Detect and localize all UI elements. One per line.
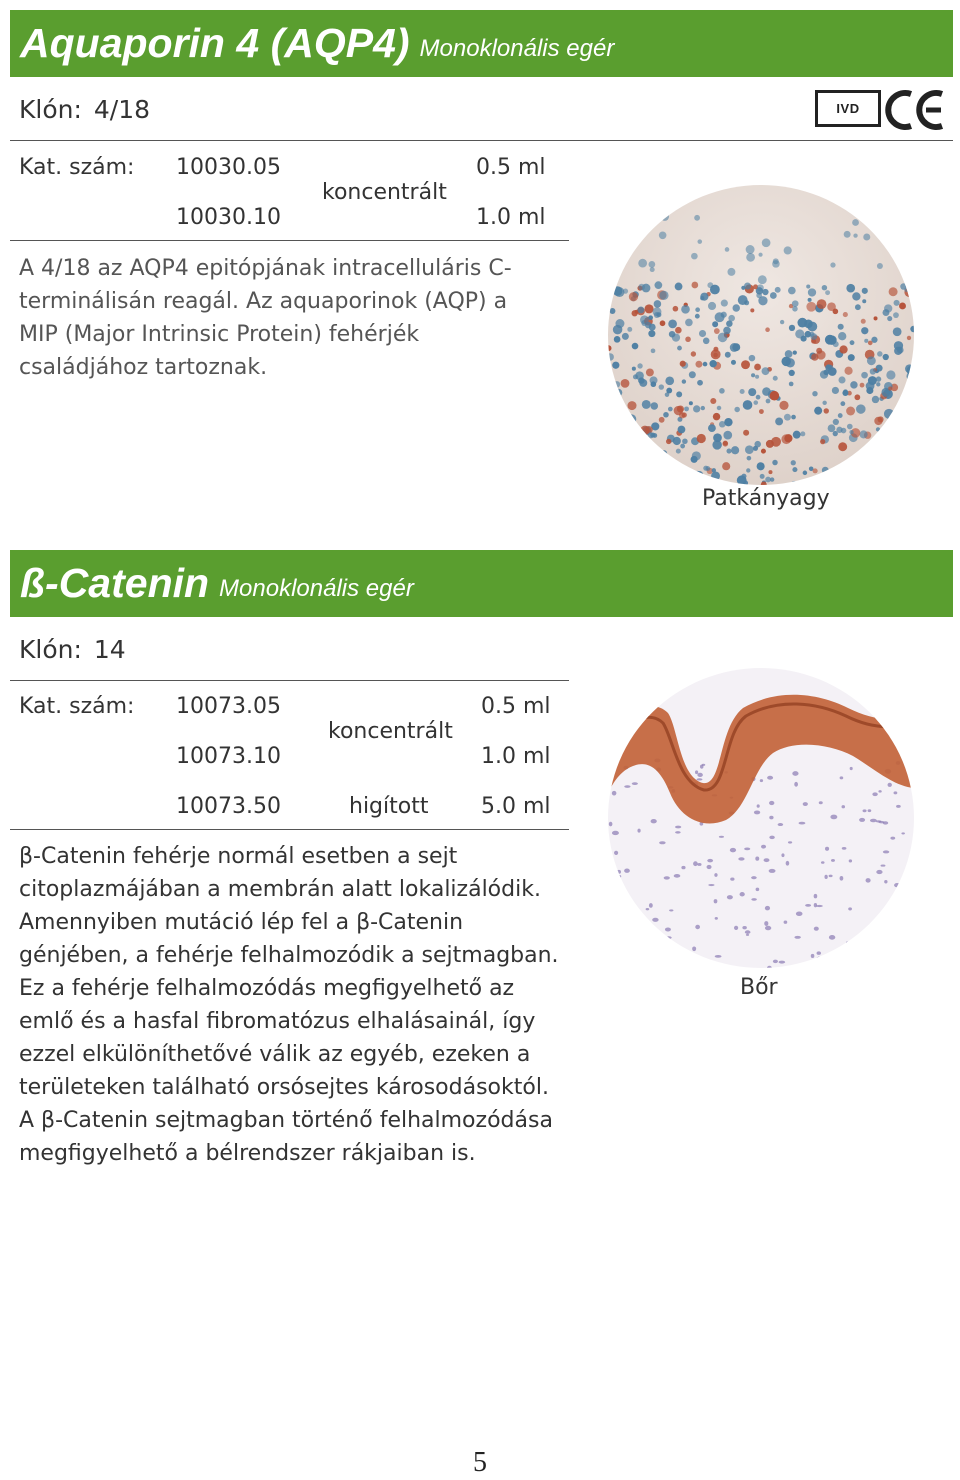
bcatenin-cat-volume: 0.5 ml [481,694,551,719]
bcatenin-cat-code: 10073.10 [176,744,281,769]
aqp4-title: Aquaporin 4 (AQP4) [20,20,410,66]
aqp4-clone-value: 4/18 [93,95,150,124]
aqp4-form: koncentrált [322,180,447,205]
aqp4-clone [19,95,150,124]
bcatenin-cat-code: 10073.05 [176,694,281,719]
aqp4-divider-top [10,140,953,141]
aqp4-description: A 4/18 az AQP4 epitópjának intracelluláris C-terminálisán reagál. Az aquaporinok (AQP) a MIP (Major Intrinsic Protein) fehérjék családjához tartoznak. [19,256,512,380]
ivd-mark: IVD [815,90,881,127]
bcatenin-cat-label: Kat. szám: [19,694,135,719]
aqp4-cat-volume: 1.0 ml [476,205,546,230]
certification-marks [812,88,947,132]
bcatenin-header [10,550,953,617]
bcatenin-clone-value: 14 [93,635,126,664]
bcatenin-cat-volume: 5.0 ml [481,794,551,819]
bcatenin-divider-top [10,680,569,681]
bcatenin-clone-label: Klón: [19,635,82,664]
aqp4-tissue-image [608,185,914,485]
aqp4-clone-label: Klón: [19,95,82,124]
aqp4-cat-code: 10030.05 [176,155,281,180]
bcatenin-divider-bottom [10,829,569,830]
aqp4-cat-volume: 0.5 ml [476,155,546,180]
aqp4-image-caption: Patkányagy [702,486,830,511]
aqp4-cat-code: 10030.10 [176,205,281,230]
aqp4-cat-label: Kat. szám: [19,155,135,180]
bcatenin-tissue-image [608,668,914,968]
bcatenin-cat-volume: 1.0 ml [481,744,551,769]
aqp4-subtitle: Monoklonális egér [419,34,615,62]
bcatenin-form-diluted: higított [349,794,429,819]
bcatenin-description: β-Catenin fehérje normál esetben a sejt citoplazmájában a membrán alatt lokalizálódik. Amennyiben mutáció lép fel a β-Catenin génjében, a fehérje felhalmozódik a sejtmagban. Ez a fehérje felhalmozódás megfigyelhető az emlő és a hasfal fibromatózus elhalásainál, így ezzel elkülöníthetővé válik az egyéb, ezeken a területeken található orsósejtes károsodásoktól. A β-Catenin sejtmagban történő felhalmozódása megfigyelhető a bélrendszer rákjaiban is. [19,844,559,1166]
page-number: 5 [473,1447,487,1478]
bcatenin-form-concentrated: koncentrált [328,719,453,744]
bcatenin-image-caption: Bőr [740,975,778,1000]
ce-mark-icon [884,88,946,132]
bcatenin-clone [19,635,126,664]
aqp4-header [10,10,953,77]
bcatenin-title: ß-Catenin [20,560,210,606]
bcatenin-subtitle: Monoklonális egér [219,574,414,602]
bcatenin-cat-code: 10073.50 [176,794,281,819]
aqp4-divider-bottom [10,240,569,241]
